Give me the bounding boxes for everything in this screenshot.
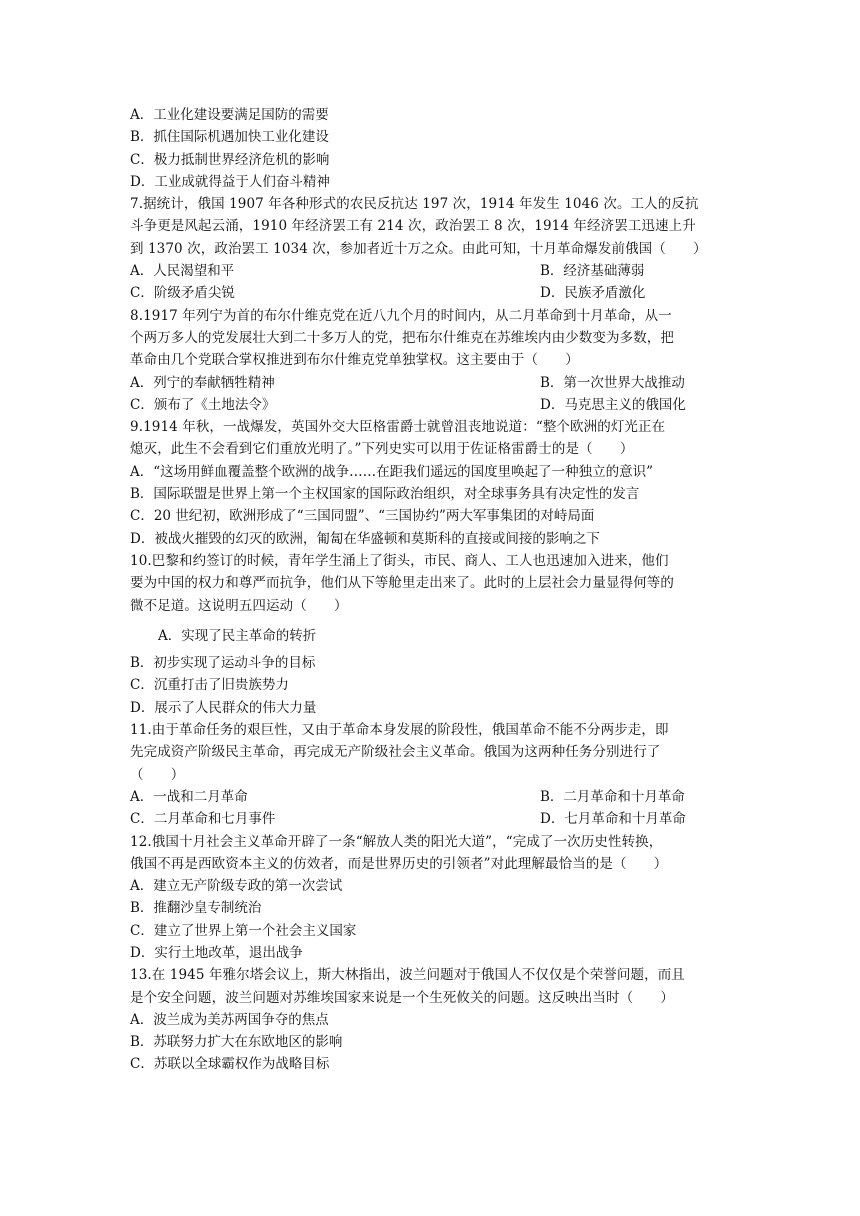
question-stem: 13.在 1945 年雅尔塔会议上，斯大林指出，波兰问题对于俄国人不仅仅是个荣誉问题，而且 bbox=[130, 967, 685, 984]
option-d[interactable]: D．七月革命和十月革命 bbox=[540, 811, 686, 828]
option-c[interactable]: C．颁布了《土地法令》 bbox=[130, 396, 276, 413]
option-c[interactable]: C．建立了世界上第一个社会主义国家 bbox=[130, 922, 357, 939]
option-b[interactable]: B．苏联努力扩大在东欧地区的影响 bbox=[130, 1034, 343, 1051]
option-a[interactable]: A．“这场用鲜血覆盖整个欧洲的战争……在距我们遥远的国度里唤起了一种独立的意识” bbox=[130, 463, 654, 480]
option-b[interactable]: B．抓住国际机遇加快工业化建设 bbox=[130, 129, 329, 146]
option-a[interactable]: A．实现了民主革命的转折 bbox=[158, 627, 317, 644]
option-c[interactable]: C．二月革命和七月事件 bbox=[130, 811, 276, 828]
question-10 bbox=[130, 550, 730, 719]
option-c[interactable]: C．极力抵制世界经济危机的影响 bbox=[130, 151, 330, 168]
question-stem: 是个安全问题，波兰问题对苏维埃国家来说是一个生死攸关的问题。这反映出当时（ ） bbox=[130, 989, 674, 1006]
question-stem: 俄国不再是西欧资本主义的仿效者，而是世界历史的引领者”对此理解最恰当的是（ ） bbox=[130, 855, 668, 872]
question-stem: 斗争更是风起云涌，1910 年经济罢工有 214 次，政治罢工 8 次，1914 年经济罢工迅速上升 bbox=[130, 218, 696, 235]
option-d[interactable]: D．被战火摧毁的幻灭的欧洲，匍匐在华盛顿和莫斯科的直接或间接的影响之下 bbox=[130, 530, 600, 547]
option-d[interactable]: D．工业成就得益于人们奋斗精神 bbox=[130, 173, 330, 190]
option-b[interactable]: B．国际联盟是世界上第一个主权国家的国际政治组织，对全球事务具有决定性的发言 bbox=[130, 486, 640, 503]
question-stem: 个两万多人的党发展壮大到二十多万人的党，把布尔什维克在苏维埃内由少数变为多数，把 bbox=[130, 329, 674, 346]
option-c[interactable]: C．苏联以全球霸权作为战略目标 bbox=[130, 1056, 330, 1073]
question-12 bbox=[130, 831, 730, 965]
option-a[interactable]: A．列宁的奉献牺牲精神 bbox=[130, 374, 275, 391]
option-a[interactable]: A．工业化建设要满足国防的需要 bbox=[130, 107, 329, 123]
question-stem: 11.由于革命任务的艰巨性，又由于革命本身发展的阶段性，俄国革命不能不分两步走，即 bbox=[130, 722, 669, 739]
option-b[interactable]: B．经济基础薄弱 bbox=[540, 263, 645, 280]
option-c[interactable]: C．沉重打击了旧贵族势力 bbox=[130, 677, 289, 694]
question-stem: 12.俄国十月社会主义革命开辟了一条“解放人类的阳光大道”，“完成了一次历史性转换， bbox=[130, 833, 663, 850]
option-b[interactable]: B．二月革命和十月革命 bbox=[540, 788, 685, 805]
option-b[interactable]: B．推翻沙皇专制统治 bbox=[130, 900, 262, 917]
option-b[interactable]: B．第一次世界大战推动 bbox=[540, 374, 685, 391]
option-a[interactable]: A．波兰成为美苏两国争夺的焦点 bbox=[130, 1011, 329, 1028]
option-a[interactable]: A．人民渴望和平 bbox=[130, 263, 235, 280]
question-stem: 微不足道。这说明五四运动（ ） bbox=[130, 597, 348, 614]
question-11 bbox=[130, 719, 730, 830]
option-b[interactable]: B．初步实现了运动斗争的目标 bbox=[130, 655, 316, 672]
question-stem: （ ） bbox=[130, 766, 185, 783]
question-stem: 10.巴黎和约签订的时候，青年学生涌上了街头，市民、商人、工人也迅速加入进来，他们 bbox=[130, 552, 669, 569]
question-stem: 熄灭，此生不会看到它们重放光明了。”下列史实可以用于佐证格雷爵士的是（ ） bbox=[130, 441, 634, 458]
question-stem: 先完成资产阶级民主革命，再完成无产阶级社会主义革命。俄国为这两种任务分别进行了 bbox=[130, 744, 661, 761]
option-d[interactable]: D．展示了人民群众的伟大力量 bbox=[130, 699, 317, 716]
option-d[interactable]: D．马克思主义的俄国化 bbox=[540, 396, 686, 413]
option-a[interactable]: A．一战和二月革命 bbox=[130, 788, 248, 805]
question-stem: 7.据统计，俄国 1907 年各种形式的农民反抗达 197 次，1914 年发生 1046 次。工人的反抗 bbox=[130, 196, 699, 213]
question-stem: 到 1370 次，政治罢工 1034 次，参加者近十万之众。由此可知，十月革命爆发前俄国（ ） bbox=[130, 240, 707, 257]
question-stem: 8.1917 年列宁为首的布尔什维克党在近八九个月的时间内，从二月革命到十月革命，从一 bbox=[130, 307, 672, 324]
option-d[interactable]: D．民族矛盾激化 bbox=[540, 285, 646, 302]
question-8 bbox=[130, 305, 730, 416]
option-c[interactable]: C．阶级矛盾尖锐 bbox=[130, 285, 235, 302]
exam-page bbox=[130, 104, 730, 1076]
question-6-options bbox=[130, 104, 730, 193]
question-stem: 革命由几个党联合掌权推进到布尔什维克党单独掌权。这主要由于（ ） bbox=[130, 352, 579, 369]
option-d[interactable]: D．实行土地改革，退出战争 bbox=[130, 944, 303, 961]
question-stem: 要为中国的权力和尊严而抗争，他们从下等舱里走出来了。此时的上层社会力量显得何等的 bbox=[130, 575, 674, 592]
option-c[interactable]: C．20 世纪初，欧洲形成了“三国同盟”、“三国协约”两大军事集团的对峙局面 bbox=[130, 508, 595, 525]
question-7 bbox=[130, 193, 730, 304]
question-9 bbox=[130, 416, 730, 550]
option-a[interactable]: A．建立无产阶级专政的第一次尝试 bbox=[130, 878, 343, 895]
question-13 bbox=[130, 964, 730, 1075]
question-stem: 9.1914 年秋，一战爆发，英国外交大臣格雷爵士就曾沮丧地说道：“整个欧洲的灯光正在 bbox=[130, 419, 666, 436]
